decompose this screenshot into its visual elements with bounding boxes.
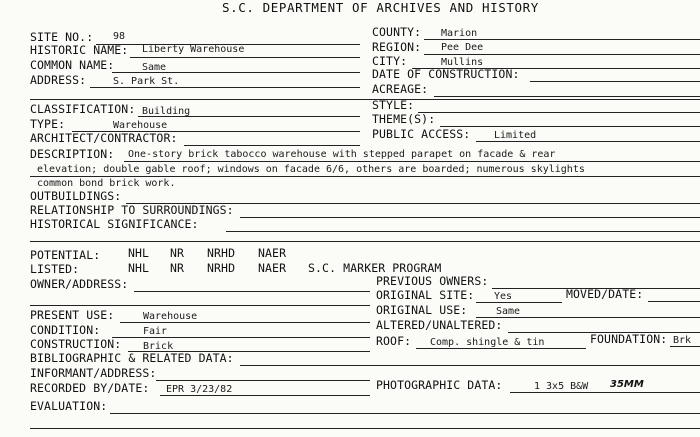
address-label: ADDRESS:	[30, 73, 87, 87]
condition-value: Fair	[143, 326, 168, 337]
previous-owners-label: PREVIOUS OWNERS:	[376, 274, 489, 288]
listed-nr: NR	[170, 261, 185, 275]
style-label: STYLE:	[372, 98, 415, 112]
type-label: TYPE:	[30, 117, 66, 131]
description-label: DESCRIPTION:	[30, 147, 115, 161]
region-line	[424, 54, 700, 55]
section-divider-2	[30, 241, 700, 242]
recorded-by-value: EPR 3/23/82	[166, 384, 233, 395]
historic-name-value: Liberty Warehouse	[142, 44, 245, 55]
owner-address-line-2	[30, 305, 370, 306]
potential-nr: NR	[170, 246, 185, 260]
informant-label: INFORMANT/ADDRESS:	[30, 366, 157, 380]
recorded-by-label: RECORDED BY/DATE:	[30, 381, 150, 395]
listed-label: LISTED:	[30, 262, 80, 276]
present-use-label: PRESENT USE:	[30, 308, 115, 322]
foundation-line	[670, 346, 700, 347]
site-no-value: 98	[113, 31, 126, 42]
historical-significance-line	[226, 231, 700, 232]
owner-address-label: OWNER/ADDRESS:	[30, 277, 129, 291]
historic-name-label: HISTORIC NAME:	[30, 43, 129, 57]
potential-nhl: NHL	[128, 246, 150, 260]
themes-line	[440, 126, 700, 127]
roof-label: ROOF:	[376, 334, 412, 348]
description-text-1: One-story brick tabocco warehouse with stepped parapet on facade & rear	[128, 149, 556, 160]
listed-nrhd: NRHD	[207, 261, 236, 275]
moved-date-line	[648, 301, 700, 302]
date-of-construction-label: DATE OF CONSTRUCTION:	[372, 67, 520, 81]
listed-nhl: NHL	[128, 261, 150, 275]
condition-label: CONDITION:	[30, 323, 101, 337]
region-value: Pee Dee	[441, 42, 484, 53]
description-line-2	[30, 176, 700, 177]
evaluation-label: EVALUATION:	[30, 399, 108, 413]
recorded-by-line	[160, 395, 370, 396]
construction-label: CONSTRUCTION:	[30, 337, 122, 351]
bibliographic-line	[240, 365, 700, 366]
roof-value: Comp. shingle & tin	[430, 337, 545, 348]
photographic-data-value: 1 3x5 B&W	[534, 381, 589, 392]
site-no-label: SITE NO.:	[30, 30, 94, 44]
moved-date-label: MOVED/DATE:	[566, 287, 644, 301]
form-title: S.C. DEPARTMENT OF ARCHIVES AND HISTORY	[222, 0, 539, 15]
foundation-label: FOUNDATION:	[590, 332, 668, 346]
original-use-value: Same	[496, 306, 521, 317]
photographic-data-line	[510, 392, 700, 393]
address-line	[90, 87, 360, 88]
common-name-value: Same	[142, 62, 167, 73]
original-site-value: Yes	[494, 291, 513, 302]
roof-line	[416, 348, 586, 349]
public-access-value: Limited	[494, 130, 537, 141]
description-text-3: common bond brick work.	[37, 178, 176, 189]
city-value: Mullins	[441, 57, 484, 68]
potential-nrhd: NRHD	[207, 246, 236, 260]
photographic-data-label: PHOTOGRAPHIC DATA:	[376, 378, 503, 392]
themes-label: THEME(S):	[372, 112, 436, 126]
original-use-line	[476, 317, 700, 318]
architect-line	[184, 145, 360, 146]
owner-address-line-1	[134, 291, 370, 292]
outbuildings-label: OUTBUILDINGS:	[30, 189, 122, 203]
relationship-line	[240, 217, 700, 218]
date-of-construction-line	[530, 81, 700, 82]
bibliographic-label: BIBLIOGRAPHIC & RELATED DATA:	[30, 351, 234, 365]
original-use-label: ORIGINAL USE:	[376, 303, 468, 317]
foundation-value: Brk	[673, 335, 692, 346]
public-access-label: PUBLIC ACCESS:	[372, 127, 471, 141]
listed-naer: NAER	[258, 261, 287, 275]
potential-label: POTENTIAL:	[30, 248, 101, 262]
county-line	[424, 39, 700, 40]
relationship-label: RELATIONSHIP TO SURROUNDINGS:	[30, 203, 234, 217]
type-value: Warehouse	[113, 120, 168, 131]
construction-value: Brick	[143, 341, 174, 352]
informant-line	[156, 380, 370, 381]
potential-naer: NAER	[258, 246, 287, 260]
style-line	[418, 112, 700, 113]
evaluation-line-1	[110, 413, 700, 414]
acreage-line	[434, 96, 700, 97]
architect-label: ARCHITECT/CONTRACTOR:	[30, 131, 178, 145]
common-name-label: COMMON NAME:	[30, 58, 115, 72]
public-access-line	[476, 141, 700, 142]
condition-line	[112, 337, 370, 338]
classification-label: CLASSIFICATION:	[30, 102, 136, 116]
address-value: S. Park St.	[113, 76, 180, 87]
sc-marker-program: S.C. MARKER PROGRAM	[308, 261, 442, 275]
altered-label: ALTERED/UNALTERED:	[376, 318, 503, 332]
county-value: Marion	[441, 28, 478, 39]
city-label: CITY:	[372, 54, 408, 68]
evaluation-line-2	[30, 428, 700, 429]
description-line-1	[124, 161, 700, 162]
photographic-data-handwritten: 35MM	[610, 379, 644, 390]
county-label: COUNTY:	[372, 25, 422, 39]
section-divider-1	[30, 99, 700, 100]
original-site-label: ORIGINAL SITE:	[376, 288, 475, 302]
historic-name-line	[130, 57, 360, 58]
classification-value: Building	[142, 106, 191, 117]
present-use-value: Warehouse	[143, 311, 198, 322]
historical-significance-label: HISTORICAL SIGNIFICANCE:	[30, 217, 199, 231]
region-label: REGION:	[372, 40, 422, 54]
acreage-label: ACREAGE:	[372, 82, 429, 96]
description-text-2: elevation; double gable roof; windows on facade 6/6, others are boarded; numerous skylights	[37, 164, 585, 175]
present-use-line	[120, 322, 370, 323]
original-site-line	[476, 302, 562, 303]
